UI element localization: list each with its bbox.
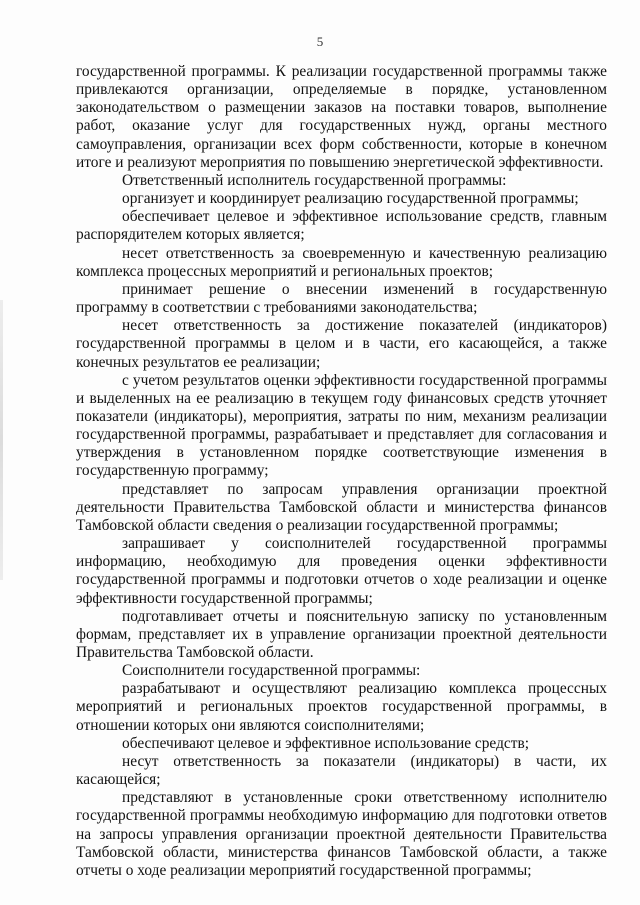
paragraph: Ответственный исполнитель государственной программы:	[122, 171, 507, 189]
paragraph: запрашивает у соисполнителей государственной программы информацию, необходимую для проведения оценки эффективности государственной программы и подготовки отчетов о ходе реализации и оценке эффективности государственной программы;	[76, 535, 607, 607]
paragraph: разрабатывают и осуществляют реализацию комплекса процессных мероприятий и региональных проектов государственной программы, в отношении которых они являются соисполнителями;	[76, 680, 607, 734]
paragraph: Соисполнители государственной программы:	[122, 662, 421, 680]
body-text	[76, 63, 607, 880]
paragraph: государственной программы. К реализации государственной программы также привлекаются организации, определяемые в порядке, установленном законодательством о размещении заказов на поставки товаров, выполнение работ, оказание услуг для государственных нужд, органы местного самоуправления, организации всех форм собственности, которые в конечном итоге и реализуют мероприятия по повышению энергетической эффективности.	[76, 63, 607, 171]
paragraph: несет ответственность за своевременную и качественную реализацию комплекса процессных мероприятий и региональных проектов;	[76, 244, 607, 280]
page-number: 5	[316, 34, 324, 49]
paragraph: обеспечивает целевое и эффективное использование средств, главным распорядителем которых является;	[76, 208, 607, 244]
scan-edge-mark	[0, 300, 3, 580]
paragraph: представляет по запросам управления организации проектной деятельности Правительства Тамбовской области и министерства финансов Тамбовской области сведения о реализации государственной программы;	[76, 480, 607, 534]
paragraph: организует и координирует реализацию государственной программы;	[122, 190, 579, 208]
paragraph: несет ответственность за достижение показателей (индикаторов) государственной программы в целом и в части, его касающейся, а также конечных результатов ее реализации;	[76, 317, 607, 371]
paragraph: с учетом результатов оценки эффективности государственной программы и выделенных на ее реализацию в текущем году финансовых средств уточняет показатели (индикаторы), мероприятия, затраты по ним, механизм реализации государственной программы, разрабатывает и представляет для согласования и утверждения в установленном порядке соответствующие изменения в государственную программу;	[76, 371, 607, 480]
paragraph: подготавливает отчеты и пояснительную записку по установленным формам, представляет их в управление организации проектной деятельности Правительства Тамбовской области.	[76, 607, 607, 661]
paragraph: представляют в установленные сроки ответственному исполнителю государственной программы необходимую информацию для подготовки ответов на запросы управления организации проектной деятельности Правительства Тамбовской области, министерства финансов Тамбовской области, а также отчеты о ходе реализации мероприятий государственной программы;	[76, 789, 607, 879]
paragraph: несут ответственность за показатели (индикаторы) в части, их касающейся;	[76, 752, 607, 789]
paragraph: принимает решение о внесении изменений в государственную программу в соответствии с требованиями законодательства;	[76, 280, 607, 317]
paragraph: обеспечивают целевое и эффективное использование средств;	[122, 734, 529, 752]
